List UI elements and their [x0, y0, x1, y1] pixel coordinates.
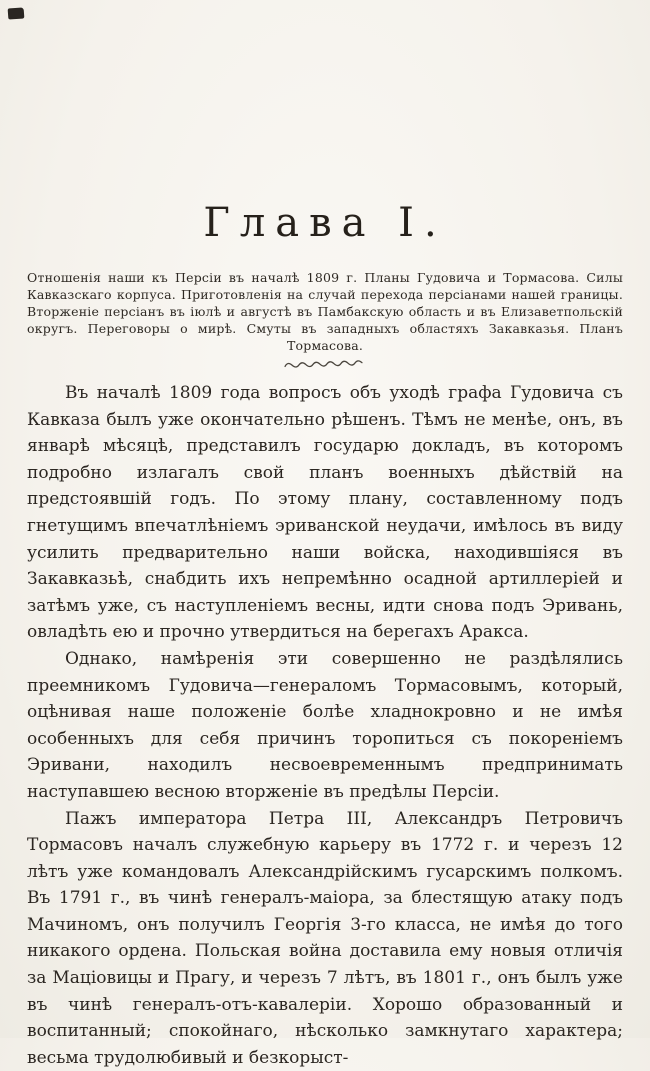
squiggle-divider-icon — [280, 357, 370, 370]
chapter-body — [27, 380, 623, 1071]
chapter-title: Глава I. — [27, 203, 623, 243]
body-paragraph: Въ началѣ 1809 года вопросъ объ уходѣ графа Гудовича съ Кавказа былъ уже окончательно рѣшенъ. Тѣмъ не менѣе, онъ, въ январѣ мѣсяцѣ, представилъ государю докладъ, въ которомъ подробно излагалъ свой планъ военныхъ дѣйствій на предстоявшій годъ. По этому плану, составленному подъ гнетущимъ впечатлѣніемъ эриванской неудачи, имѣлось въ виду усилить предварительно наши войска, находившіяся въ Закавказьѣ, снабдить ихъ непремѣнно осадной артиллеріей и затѣмъ уже, съ наступленіемъ весны, идти снова подъ Эривань, овладѣть ею и прочно утвердиться на берегахъ Аракса. — [27, 380, 623, 646]
scan-artifact-mark — [8, 7, 25, 19]
chapter-summary: Отношенія наши къ Персіи въ началѣ 1809 г. Планы Гудовича и Тормасова. Силы Кавказскаго корпуса. Приготовленія на случай перехода персіанами нашей границы. Вторженіе персіанъ въ іюлѣ и августѣ въ Памбакскую область и въ Елизаветпольскій округъ. Переговоры о мирѣ. Смуты въ западныхъ областяхъ Закавказья. Планъ Тормасова. — [27, 269, 623, 354]
body-paragraph: Однако, намѣренія эти совершенно не раздѣлялись преемникомъ Гудовича—генераломъ Тормасовымъ, который, оцѣнивая наше положеніе болѣе хладнокровно и не имѣя особенныхъ для себя причинъ торопиться съ покореніемъ Эривани, находилъ несвоевременнымъ предпринимать наступавшею весною вторженіе въ предѣлы Персіи. — [27, 646, 623, 806]
body-paragraph: Пажъ императора Петра III, Александръ Петровичъ Тормасовъ началъ служебную карьеру въ 1772 г. и черезъ 12 лѣтъ уже командовалъ Александрійскимъ гусарскимъ полкомъ. Въ 1791 г., въ чинѣ генералъ-маіора, за блестящую атаку подъ Мачиномъ, онъ получилъ Георгія 3-го класса, не имѣя до того никакого ордена. Польская война доставила ему новыя отличія за Маціовицы и Прагу, и черезъ 7 лѣтъ, въ 1801 г., онъ былъ уже въ чинѣ генералъ-отъ-кавалеріи. Хорошо образованный и воспитанный; спокойнаго, нѣсколько замкнутаго характера; весьма трудолюбивый и безкорыст- — [27, 806, 623, 1071]
